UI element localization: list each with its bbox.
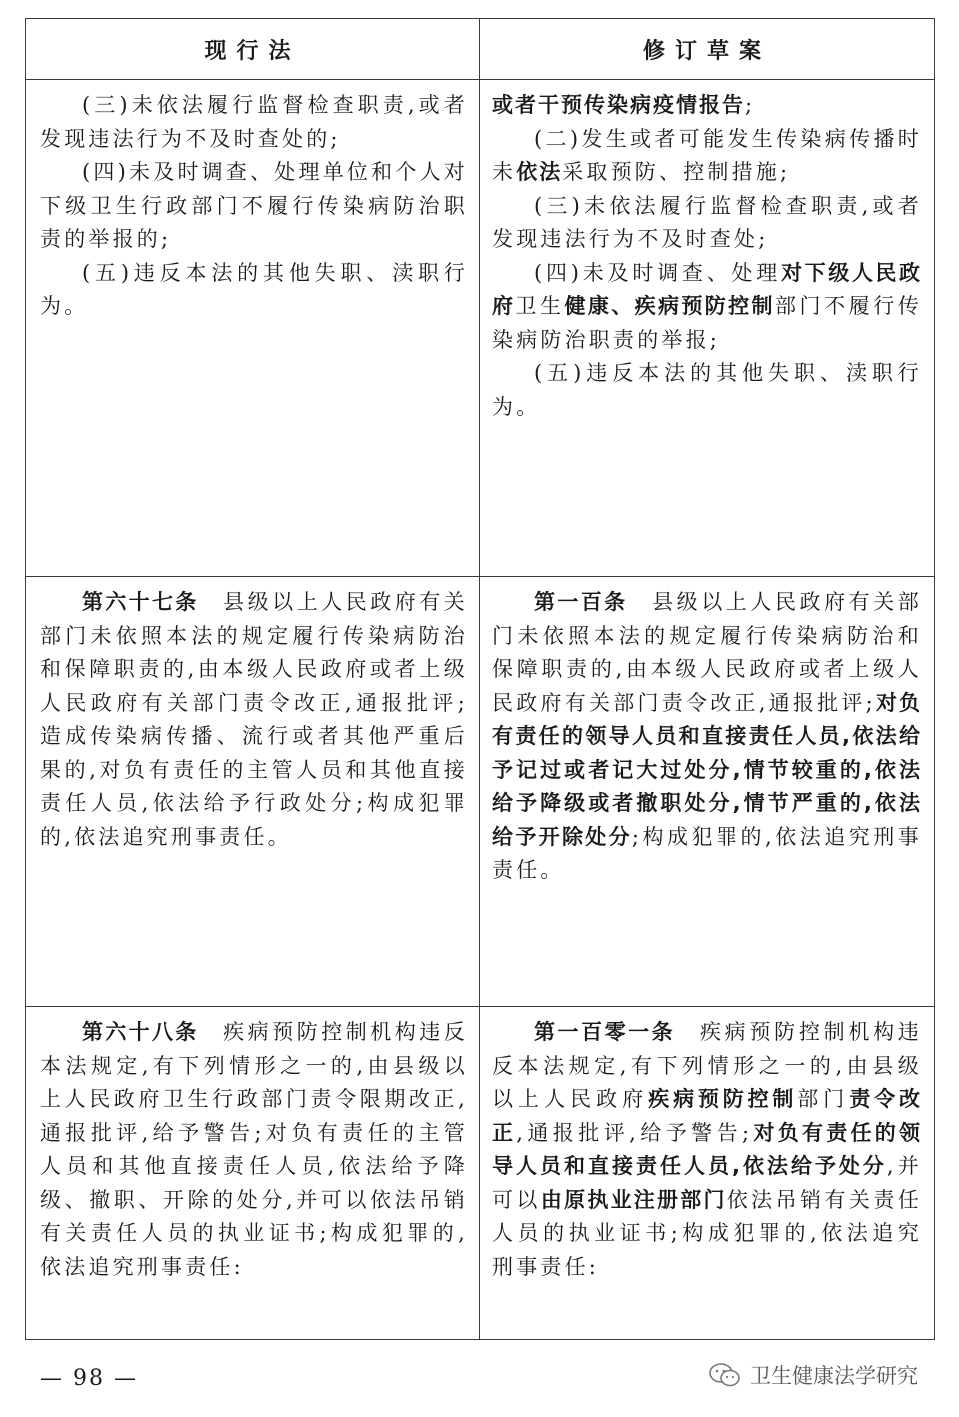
row-divider-2 [26,1006,934,1007]
amended-text: 依法 [516,160,563,184]
article-number: 第一百条 [534,590,628,614]
amended-text: 健康、疾病预防控制 [564,294,775,318]
header-revision-draft: 修订草案 [642,38,771,64]
row1-right-p0: 或者干预传染病疫情报告; [492,93,756,117]
comparison-table [25,18,935,1340]
row1-right-p2: (三)未依法履行监督检查职责,或者发现违法行为不及时查处; [492,193,922,251]
header-divider [26,79,934,80]
article-67-current: 第六十七条 县级以上人民政府有关部门未依照本法的规定履行传染病防治和保障职责的,由本级人民政府或者上级人民政府有关部门责令改正,通报批评;造成传染病传播、流行或者其他严重后果的,对负有责任的主管人员和其他直接责任人员,依法给予行政处分;构成犯罪的,依法追究刑事责任。 [40,590,469,849]
article-101-draft: 第一百零一条 疾病预防控制机构违反本法规定,有下列情形之一的,由县级以上人民政府疾病预防控制部门责令改正,通报批评,给予警告;对负有责任的领导人员和直接责任人员,依法给予处分,并可以由原执业注册部门依法吊销有关责任人员的执业证书;构成犯罪的,依法追究刑事责任: [492,1020,923,1279]
article-number: 第六十八条 [82,1020,199,1044]
row1-left-p1: (三)未依法履行监督检查职责,或者发现违法行为不及时查处的; [40,93,468,151]
row1-right-p1: (二)发生或者可能发生传染病传播时未依法采取预防、控制措施; [492,126,922,184]
row1-left-p3: (五)违反本法的其他失职、渎职行为。 [40,260,468,318]
source-watermark [708,1360,918,1390]
header-current-law: 现行法 [204,38,301,64]
row-divider-1 [26,576,934,577]
row1-right-p3: (四)未及时调查、处理对下级人民政府卫生健康、疾病预防控制部门不履行传染病防治职责的举报; [492,260,923,352]
row1-revision-draft [492,89,922,424]
amended-text: 疾病预防控制 [648,1087,798,1111]
page-number: — 98 — [40,1366,138,1391]
article-number: 第一百零一条 [534,1020,676,1044]
amended-text: 或者干预传染病疫情报告 [492,93,745,117]
amended-text: 对负有责任的领导人员和直接责任人员,依法给予记过或者记大过处分,情节较重的,依法给予降级或者撤职处分,情节严重的,依法给予开除处分 [492,690,922,849]
amended-text: 对负有责任的领导人员和直接责任人员,依法给予处分 [492,1120,923,1178]
article-100-draft: 第一百条 县级以上人民政府有关部门未依照本法的规定履行传染病防治和保障职责的,由本级人民政府或者上级人民政府有关部门责令改正,通报批评;对负有责任的领导人员和直接责任人员,依法给予记过或者记大过处分,情节较重的,依法给予降级或者撤职处分,情节严重的,依法给予开除处分;构成犯罪的,依法追究刑事责任。 [492,590,923,882]
row1-left-p2: (四)未及时调查、处理单位和个人对下级卫生行政部门不履行传染病防治职责的举报的; [40,160,468,251]
amended-text: 责令改正 [492,1087,923,1145]
article-68-current: 第六十八条 疾病预防控制机构违反本法规定,有下列情形之一的,由县级以上人民政府卫生行政部门责令限期改正,通报批评,给予警告;对负有责任的主管人员和其他直接责任人员,依法给予降级、撤职、开除的处分,并可以依法吊销有关责任人员的执业证书;构成犯罪的,依法追究刑事责任: [40,1020,469,1279]
wechat-icon [708,1362,742,1388]
amended-text: 由原执业注册部门 [540,1187,727,1212]
row1-current-law [40,89,468,324]
amended-text: 对下级人民政府 [492,260,923,318]
article-number: 第六十七条 [82,590,199,614]
row1-right-p4: (五)违反本法的其他失职、渎职行为。 [492,361,922,419]
source-label: 卫生健康法学研究 [750,1364,918,1388]
column-divider [479,19,480,1339]
